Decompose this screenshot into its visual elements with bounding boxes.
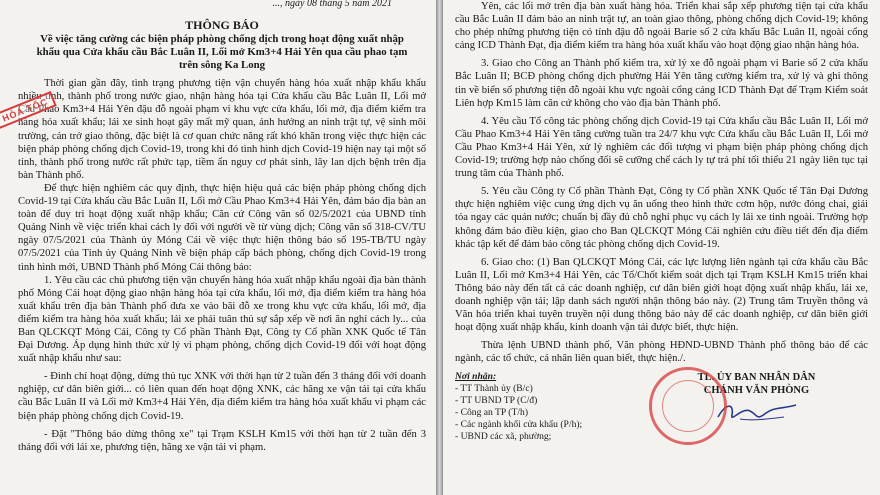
closing-paragraph: Thừa lệnh UBND thành phố, Văn phòng HĐND-UBND Thành phố thông báo để các ngành, các tổ chức, cá nhân liên quan biết, thực hiện./. bbox=[455, 340, 868, 365]
recipients-heading: Nơi nhận: bbox=[455, 371, 497, 383]
body-paragraph: 5. Yêu cầu Công ty Cổ phần Thành Đạt, Công ty Cổ phần XNK Quốc tế Tân Đại Dương thực hiện nghiêm việc cung ứng dịch vụ ăn uống theo hình thức cơm hộp, nước đóng chai, giải tỏa ngay các quán nước; chuẩn bị đầy đủ chỗ nghỉ phục vụ cách ly lái xe tinh ngoài. Trường hợp không đảm bảo điều kiện, giao cho Ban QLCKQT Móng Cái nghiên cứu điều tiết đến địa điểm khác tập kết để đảm bảo công tác phòng chống dịch Covid-19. bbox=[455, 186, 868, 250]
body-paragraph: - Đình chỉ hoạt động, dừng thủ tục XNK với thời hạn từ 2 tuần đến 3 tháng đối với doanh nghiệp, cư dân biên giới... có liên quan đến hoạt động XNK, các hãng xe vận tải tại cửa khẩu cầu Bắc Luân II và Lối mở Km3+4 Hải Yên, địa điểm kiểm tra hàng hóa xuất khẩu vi phạm các biện pháp phòng chống dịch Covid-19. bbox=[18, 371, 426, 422]
recipient-item: - Các ngành khối cửa khẩu (P/h); bbox=[455, 419, 583, 431]
body-paragraph: 4. Yêu cầu Tổ công tác phòng chống dịch Covid-19 tại Cửa khẩu cầu Bắc Luân II, Lối mở Cầu Phao Km3+4 Hải Yên tăng cường tuần tra 24/7 khu vực Cửa khẩu cầu Bắc Luân II, Lối mở Cầu Phao Km3+4 Hải Yên, xử lý nghiêm các đối tượng vi phạm biện pháp phòng chống dịch Covid-19; trường hợp nào chống đối sẽ cưỡng chế cách ly tự trả phí tối thiểu 21 ngày liên tục tại trung tâm của Thành phố. bbox=[455, 115, 868, 180]
date-line: ..., ngày 08 tháng 5 năm 2021 bbox=[272, 0, 392, 9]
body-paragraph: 6. Giao cho: (1) Ban QLCKQT Móng Cái, các lực lượng liên ngành tại cửa khẩu cầu Bắc Luân II, Lối mở Km3+4 Hải Yên, các Tổ/Chốt kiểm soát dịch tại Trạm KSLH Km15 triển khai Thông báo này đến tất cả các doanh nghiệp, cư dân biên giới hoạt động xuất nhập khẩu, lái xe, doanh nghiệp vận tải; lập danh sách người nhận thông báo này. (2) Trung tâm Truyền thông và Văn hóa triển khai tuyên truyền nội dung thông báo này để các doanh nghiệp, cư dân biên giới hoạt động xuất nhập khẩu, kinh doanh vận tải được biết, thực hiện. bbox=[455, 256, 868, 334]
recipient-item: - TT UBND TP (C/đ) bbox=[455, 395, 538, 407]
recipient-item: - Công an TP (T/h) bbox=[455, 407, 529, 419]
body-paragraph: Thời gian gần đây, tình trạng phương tiện vận chuyển hàng hóa xuất nhập khẩu khẩu nhiều tỉnh, thành phố trong nước giao, nhận hàng hóa tại Cửa khẩu cầu Bắc Luân II, Lối mở Cầu Phao Km3+4 Hải Yên đậu đỗ ngoài phạm vi khu vực cửa khẩu, lối mở, địa điểm kiểm tra hàng hóa xuất khẩu; lái xe sinh hoạt gây mất mỹ quan, ảnh hưởng an ninh trật tự, vệ sinh môi trường, cản trở giao thông, đặc biệt là cơ quan chức năng rất khó khăn trong việc thực hiện các biện pháp phòng chống dịch Covid-19, trong khi đó tình hình dịch Covid-19 hiện nay tại một số tỉnh, thành phố trong nước rất phức tạp, tiềm ẩn nguy cơ phát sinh, lây lan dịch bệnh trên địa bàn Thành phố. bbox=[18, 78, 426, 181]
body-paragraph: Để thực hiện nghiêm các quy định, thực hiện hiệu quả các biện pháp phòng chống dịch Covid-19 tại Cửa khẩu cầu Bắc Luân II, Lối mở Cầu Phao Km3+4 Hải Yên, đảm bảo địa bàn an toàn để duy trì hoạt động xuất nhập khẩu; Căn cứ Công văn số 02/5/2021 của UBND tỉnh Quảng Ninh về việc triển khai cách ly đối với người về từ vùng dịch; Công văn số 318-CV/TU ngày 07/5/2021 của Thành ủy Móng Cái về việc thực hiện thông báo số 195-TB/TU ngày 07/5/2021 của Tỉnh ủy Quảng Ninh về biện pháp cấp bách phòng, chống dịch Covid-19 trong tình hình mới, UBND Thành phố Móng Cái thông báo: bbox=[18, 182, 426, 273]
right-document-page bbox=[443, 0, 880, 495]
recipients-list bbox=[455, 371, 645, 443]
signer-line-2: CHÁNH VĂN PHÒNG bbox=[703, 385, 810, 397]
notice-subtitle: Về việc tăng cường các biện pháp phòng chống dịch trong hoạt động xuất nhập khẩu qua Cửa khẩu cầu Bắc Luân II, Lối mở Km3+4 Hải Yên qua cầu phao tạm trên sông Ka Long bbox=[36, 33, 408, 72]
notice-title: THÔNG BÁO bbox=[185, 18, 259, 33]
document-footer bbox=[455, 371, 868, 443]
official-seal-icon bbox=[649, 367, 727, 445]
recipient-item: - UBND các xã, phường; bbox=[455, 431, 552, 443]
urgent-stamp: HỎA TỐC bbox=[0, 91, 57, 129]
body-paragraph: - Đặt "Thông báo dừng thông xe" tại Trạm KSLH Km15 với thời hạn từ 2 tuần đến 3 tháng đối với lái xe, phương tiện, hãng xe vận tải vi phạm. bbox=[18, 428, 426, 453]
left-document-page bbox=[0, 0, 436, 495]
body-paragraph: Yên, các lối mở trên địa bàn xuất hàng hóa. Triển khai sắp xếp phương tiện tại cửa khẩu cầu Bắc Luân II đảm bảo an ninh trật tự, an toàn giao thông, phòng chống dịch Covid-19; không cho phép những phương tiện có tính đậu đỗ ngoài Barie số 2 cửa khẩu Bắc Luân II, ngoài cổng cảng ICD Thành Đạt, địa điểm kiểm tra hàng hóa xuất khẩu vào hoạt động giao nhận hàng hóa. bbox=[455, 1, 868, 52]
page-gutter bbox=[436, 0, 443, 495]
body-paragraph: 1. Yêu cầu các chủ phương tiện vận chuyển hàng hóa xuất nhập khẩu ngoài địa bàn thành phố Móng Cái hoạt động giao nhận hàng hóa tại cửa khẩu, lối mở, địa điểm kiểm tra hàng hóa xuất khẩu trên địa bàn Thành phố đưa xe vào bãi đỗ xe trong khu vực cửa khẩu, lối mở, địa điểm kiểm tra hàng hóa xuất khẩu; lái xe phải tuân thủ sự sắp xếp về nơi ăn nghỉ cách ly... của Ban QLCKQT Móng Cái, Công ty Cổ phần Thành Đạt, Công ty Cổ phần XNK Quốc tế Tân Đại Dương. Áp dụng hình thức xử lý vi phạm phòng, chống dịch Covid-19 đối với hoạt động xuất nhập khẩu như sau: bbox=[18, 274, 426, 365]
recipient-item: - TT Thành ủy (B/c) bbox=[455, 383, 533, 395]
body-paragraph: 3. Giao cho Công an Thành phố kiểm tra, xử lý xe đỗ ngoài phạm vi Barie số 2 cửa khẩu Bắc Luân II; BCĐ phòng chống dịch phường Hải Yên tăng cường kiểm tra, xử lý và ghi thông tin về biển số phương tiện đỗ ngoài khu vực ngoài cổng cảng ICD Thành Đạt để Trạm Kiểm soát Liên hợp Km15 làm căn cứ không cho vào địa bàn Thành phố. bbox=[455, 58, 868, 109]
signer-line-1: TL. ỦY BAN NHÂN DÂN bbox=[697, 372, 816, 384]
signature-block bbox=[645, 371, 868, 443]
